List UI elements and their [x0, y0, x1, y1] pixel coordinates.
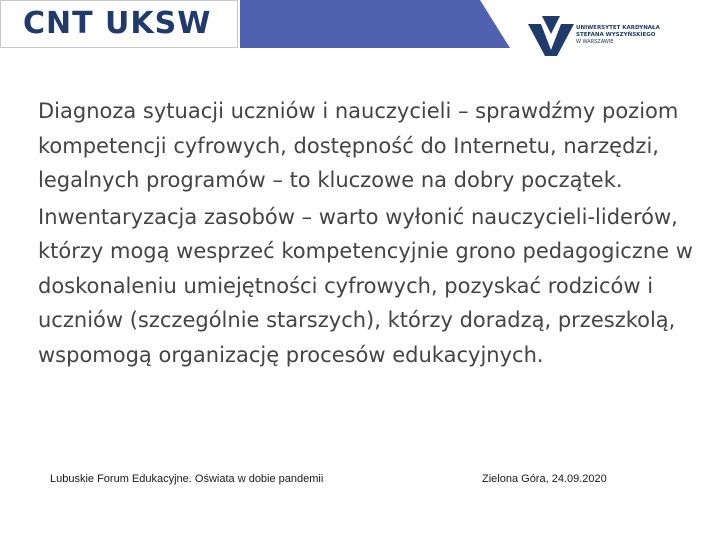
footer-event-title: Lubuskie Forum Edukacyjne. Oświata w dobie pandemii [50, 473, 324, 485]
logo-text: CNT UKSW [23, 6, 212, 41]
header-band [240, 0, 520, 48]
uksw-emblem-icon [528, 16, 574, 56]
body-paragraph: Inwentaryzacja zasobów – warto wyłonić nauczycieli-liderów, którzy mogą wesprzeć kompetencyjnie grono pedagogiczne w doskonaleniu umiejętności cyfrowych, pozyskać rodziców i uczniów (szczególnie starszych), którzy doradzą, przeszkolą, wspomogą organizację procesów edukacyjnych. [38, 204, 693, 367]
slide-header [0, 0, 720, 60]
cnt-uksw-logo [0, 0, 238, 48]
university-name [576, 25, 706, 46]
university-line: STEFANA WYSZYŃSKIEGO [576, 32, 656, 38]
footer-place-date: Zielona Góra, 24.09.2020 [482, 473, 607, 485]
slide-footer [0, 473, 720, 489]
body-paragraph: Diagnoza sytuacji uczniów i nauczycieli – sprawdźmy poziom kompetencji cyfrowych, dostępność do Internetu, narzędzi, legalnych programów – to kluczowe na dobry początek. [38, 99, 679, 192]
slide-body [38, 94, 700, 374]
university-line: UNIWERSYTET KARDYNAŁA [576, 25, 660, 31]
university-line: W WARSZAWIE [576, 39, 614, 45]
